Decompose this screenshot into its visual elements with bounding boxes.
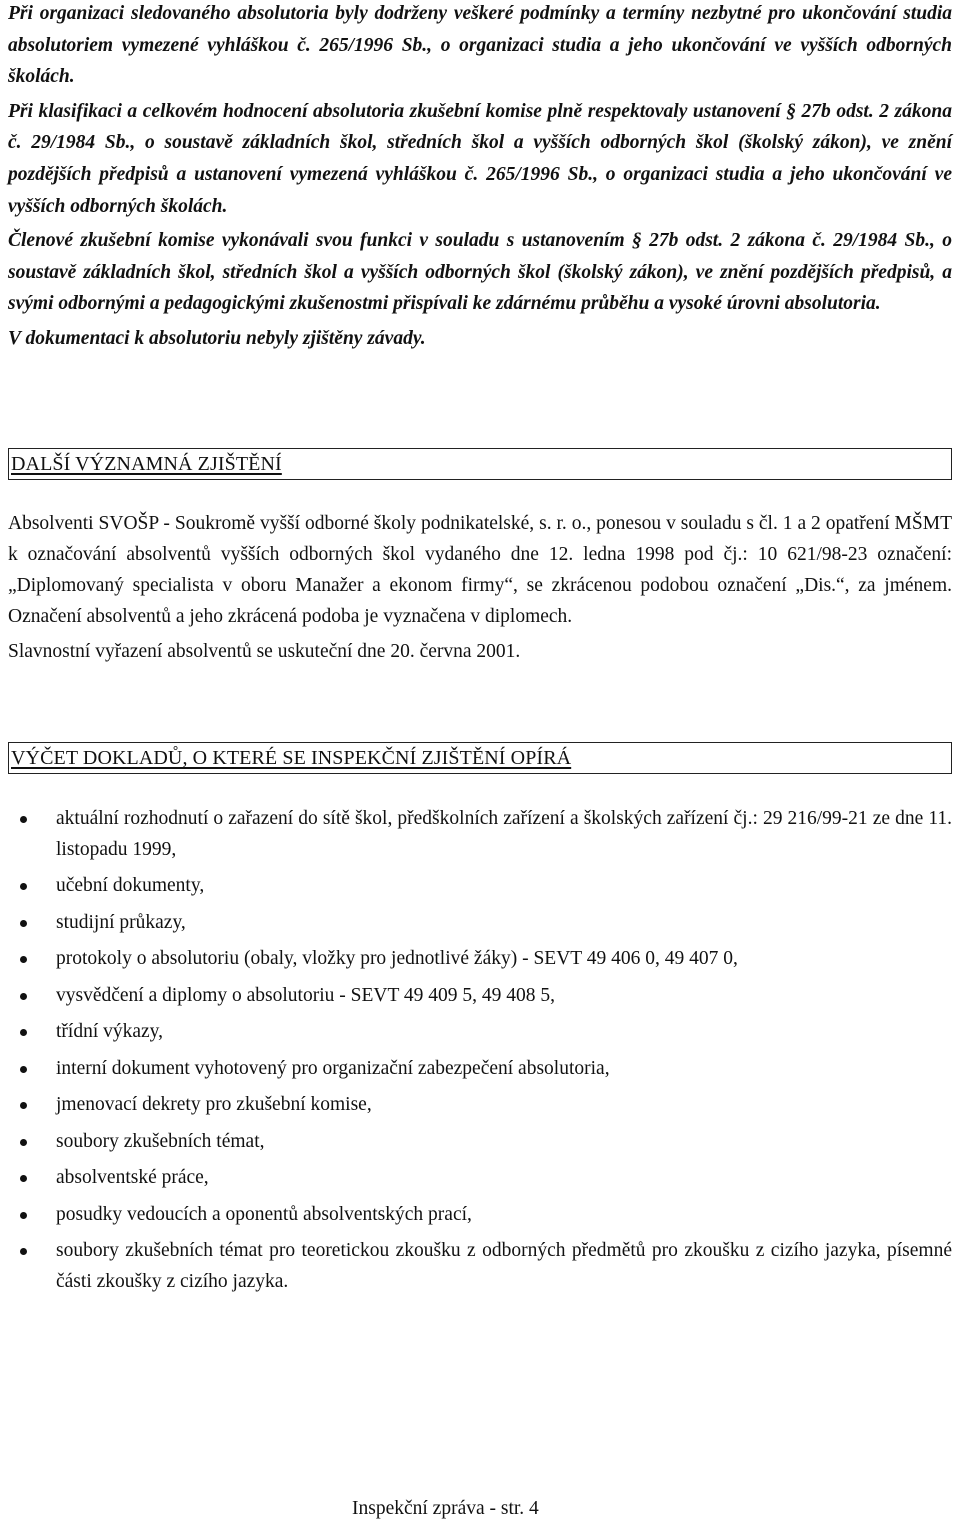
other-findings-paragraph-1: Absolventi SVOŠP - Soukromě vyšší odborné školy podnikatelské, s. r. o., ponesou v souladu s čl. 1 a 2 opatření MŠMT k označování absolventů vyšších odborných škol vydaného dne 12. ledna 1998 pod čj.: 10 621/98-23 označení: „Diplomovaný specialista v oboru Manažer a ekonom firmy“, se zkrácenou podobou označení „Dis.“, za jménem. Označení absolventů a jeho zkrácená podoba je vyznačena v diplomech.	[8, 513, 952, 627]
list-item	[20, 981, 952, 1012]
bullet-icon	[20, 1212, 27, 1219]
list-item-text: vysvědčení a diplomy o absolutoriu - SEVT 49 409 5, 49 408 5,	[56, 984, 556, 1006]
bullet-icon	[20, 1139, 27, 1146]
assessment-paragraph-3: Členové zkušební komise vykonávali svou funkci v souladu s ustanovením § 27b odst. 2 zákona č. 29/1984 Sb., o soustavě základních škol, středních škol a vyšších odborných škol (školský zákon), ve znění pozdějších předpisů, a svými odbornými a pedagogickými zkušenostmi přispívali ke zdárnému průběhu a vysoké úrovni absolutoria.	[8, 230, 952, 315]
bullet-icon	[20, 1248, 27, 1255]
list-item	[20, 908, 952, 939]
list-item-text: soubory zkušebních témat pro teoretickou zkoušku z odborných předmětů pro zkoušku z cizího jazyka, písemné části zkoušky z cizího jazyka.	[56, 1240, 952, 1292]
list-item	[20, 871, 952, 902]
list-item	[20, 1236, 952, 1297]
list-item	[20, 1054, 952, 1085]
bullet-icon	[20, 883, 27, 890]
bullet-icon	[20, 993, 27, 1000]
list-item	[20, 1200, 952, 1231]
section-heading-documents	[8, 742, 952, 774]
list-item-text: interní dokument vyhotovený pro organizační zabezpečení absolutoria,	[56, 1057, 610, 1079]
other-findings-block	[8, 508, 952, 667]
documents-list-block	[20, 804, 952, 1297]
assessment-block	[8, 0, 952, 355]
list-item	[20, 944, 952, 975]
list-item-text: protokoly o absolutoriu (obaly, vložky pro jednotlivé žáky) - SEVT 49 406 0, 49 407 0,	[56, 948, 738, 969]
list-item-text: studijní průkazy,	[56, 911, 186, 933]
bullet-icon	[20, 816, 27, 823]
page-footer: Inspekční zpráva - str. 4	[352, 1498, 539, 1519]
list-item	[20, 1017, 952, 1048]
list-item-text: soubory zkušebních témat,	[56, 1130, 265, 1152]
list-item	[20, 1127, 952, 1158]
document-page	[8, 0, 952, 1532]
assessment-paragraph-1: Při organizaci sledovaného absolutoria byly dodrženy veškeré podmínky a termíny nezbytné pro ukončování studia absolutoriem vymezené vyhláškou č. 265/1996 Sb., o organizaci studia a jeho ukončování ve vyšších odborných školách.	[8, 3, 952, 88]
list-item-text: jmenovací dekrety pro zkušební komise,	[56, 1094, 372, 1115]
bullet-icon	[20, 1066, 27, 1073]
bullet-icon	[20, 956, 27, 963]
bullet-icon	[20, 1102, 27, 1109]
list-item	[20, 804, 952, 865]
list-item-text: aktuální rozhodnutí o zařazení do sítě škol, předškolních zařízení a školských zařízení čj.: 29 216/99-21 ze dne 11. listopadu 1999,	[56, 808, 952, 860]
section-heading-other-findings-text: DALŠÍ VÝZNAMNÁ ZJIŠTĚNÍ	[11, 453, 282, 475]
bullet-icon	[20, 1175, 27, 1182]
list-item	[20, 1163, 952, 1194]
list-item-text: absolventské práce,	[56, 1167, 209, 1188]
list-item-text: učební dokumenty,	[56, 875, 205, 896]
section-heading-other-findings	[8, 448, 952, 480]
bullet-icon	[20, 1029, 27, 1036]
bullet-icon	[20, 920, 27, 927]
assessment-paragraph-4: V dokumentaci k absolutoriu nebyly zjištěny závady.	[8, 327, 426, 349]
assessment-paragraph-2: Při klasifikaci a celkovém hodnocení absolutoria zkušební komise plně respektovaly ustanovení § 27b odst. 2 zákona č. 29/1984 Sb., o soustavě základních škol, středních škol a vyšších odborných škol (školský zákon), ve znění pozdějších předpisů a ustanovení vymezená vyhláškou č. 265/1996 Sb., o organizaci studia a jeho ukončování ve vyšších odborných školách.	[8, 100, 952, 217]
section-heading-documents-text: VÝČET DOKLADŮ, O KTERÉ SE INSPEKČNÍ ZJIŠTĚNÍ OPÍRÁ	[11, 747, 572, 769]
documents-list	[20, 804, 952, 1297]
other-findings-paragraph-2: Slavnostní vyřazení absolventů se uskuteční dne 20. června 2001.	[8, 641, 521, 662]
list-item-text: posudky vedoucích a oponentů absolventských prací,	[56, 1203, 472, 1225]
list-item-text: třídní výkazy,	[56, 1021, 164, 1042]
list-item	[20, 1090, 952, 1121]
